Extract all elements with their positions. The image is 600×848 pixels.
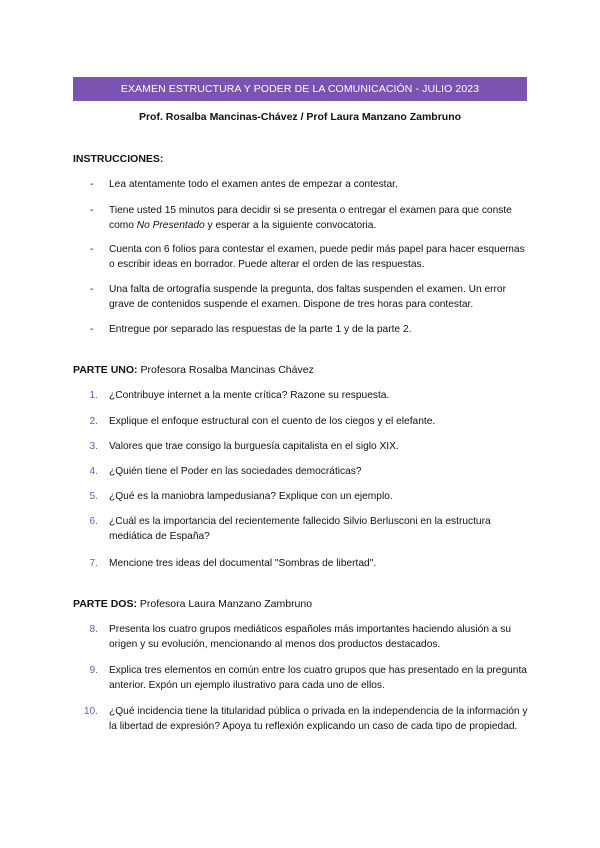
question-item [73, 415, 533, 430]
part-one-teacher: Profesora Rosalba Mancinas Chávez [137, 364, 314, 376]
question-text: Presenta los cuatro grupos mediáticos españoles más importantes haciendo alusión a su origen y su evolución, mencionando al menos dos productos destacados. [109, 624, 512, 650]
instructions-heading-label: INSTRUCCIONES: [73, 153, 164, 165]
question-number: 8. [89, 624, 98, 635]
question-item [73, 664, 533, 693]
instructions-heading [73, 153, 163, 165]
instruction-item [73, 283, 533, 312]
bullet-dash: - [90, 284, 94, 295]
part-two-label: PARTE DOS: [73, 598, 137, 610]
instruction-text: Lea atentamente todo el examen antes de empezar a contestar. [109, 179, 398, 190]
part-two-heading [73, 598, 312, 610]
instruction-item [73, 178, 533, 193]
bullet-dash: - [90, 244, 94, 255]
instruction-text: Entregue por separado las respuestas de la parte 1 y de la parte 2. [109, 324, 412, 335]
question-item [73, 515, 533, 544]
question-item [73, 465, 533, 480]
question-text: Explique el enfoque estructural con el cuento de los ciegos y el elefante. [109, 416, 436, 427]
question-number: 3. [89, 441, 98, 452]
exam-authors: Prof. Rosalba Mancinas-Chávez / Prof Laura Manzano Zambruno [138, 111, 462, 123]
question-text: ¿Qué incidencia tiene la titularidad pública o privada en la independencia de la información y la libertad de expresión? Apoya tu reflexión explicando un caso de cada tipo de propiedad. [109, 706, 528, 732]
exam-title: EXAMEN ESTRUCTURA Y PODER DE LA COMUNICACIÓN - JULIO 2023 [120, 83, 480, 95]
exam-title-banner [73, 77, 527, 101]
instruction-item [73, 204, 533, 233]
question-text: Mencione tres ideas del documental "Sombras de libertad". [109, 558, 377, 569]
question-number: 4. [89, 466, 98, 477]
question-item [73, 705, 533, 734]
question-number: 6. [89, 516, 98, 527]
instruction-item [73, 243, 533, 272]
question-number: 7. [89, 558, 98, 569]
question-number: 9. [89, 665, 98, 676]
part-one-heading [73, 364, 314, 376]
question-item [73, 389, 533, 404]
part-two-teacher: Profesora Laura Manzano Zambruno [136, 598, 313, 610]
italic-term: No Presentado [136, 219, 205, 231]
question-item [73, 440, 533, 455]
instruction-item [73, 323, 533, 338]
question-text: ¿Cuál es la importancia del recientemente fallecido Silvio Berlusconi en la estructura mediática de España? [109, 516, 491, 542]
question-number: 10. [83, 706, 98, 717]
question-item [73, 490, 533, 505]
question-number: 1. [89, 390, 98, 401]
question-item [73, 623, 533, 652]
question-number: 5. [89, 491, 98, 502]
question-text: Valores que trae consigo la burguesía capitalista en el siglo XIX. [109, 441, 399, 452]
instruction-text: Cuenta con 6 folios para contestar el examen, puede pedir más papel para hacer esquemas o escribir ideas en borrador. Puede alterar el orden de las respuestas. [109, 244, 525, 270]
question-text: ¿Contribuye internet a la mente crítica? Razone su respuesta. [109, 390, 390, 401]
question-text: ¿Qué es la maniobra lampedusiana? Explique con un ejemplo. [109, 491, 393, 502]
question-number: 2. [89, 416, 98, 427]
question-text: ¿Quién tiene el Poder en las sociedades democráticas? [109, 466, 362, 477]
part-one-label: PARTE UNO: [73, 364, 138, 376]
bullet-dash: - [90, 324, 94, 335]
question-text: Explica tres elementos en común entre los cuatro grupos que has presentado en la pregunta anterior. Expón un ejemplo ilustrativo para cada uno de ellos. [109, 665, 527, 691]
bullet-dash: - [90, 179, 94, 190]
question-item [73, 557, 533, 572]
instruction-text: Tiene usted 15 minutos para decidir si se presenta o entregar el examen para que conste como No Presentado y esperar a la siguiente convocatoria. [109, 205, 512, 231]
instruction-text: Una falta de ortografía suspende la pregunta, dos faltas suspenden el examen. Un error grave de contenidos suspende el examen. Dispone de tres horas para contestar. [109, 284, 506, 310]
bullet-dash: - [90, 205, 94, 216]
